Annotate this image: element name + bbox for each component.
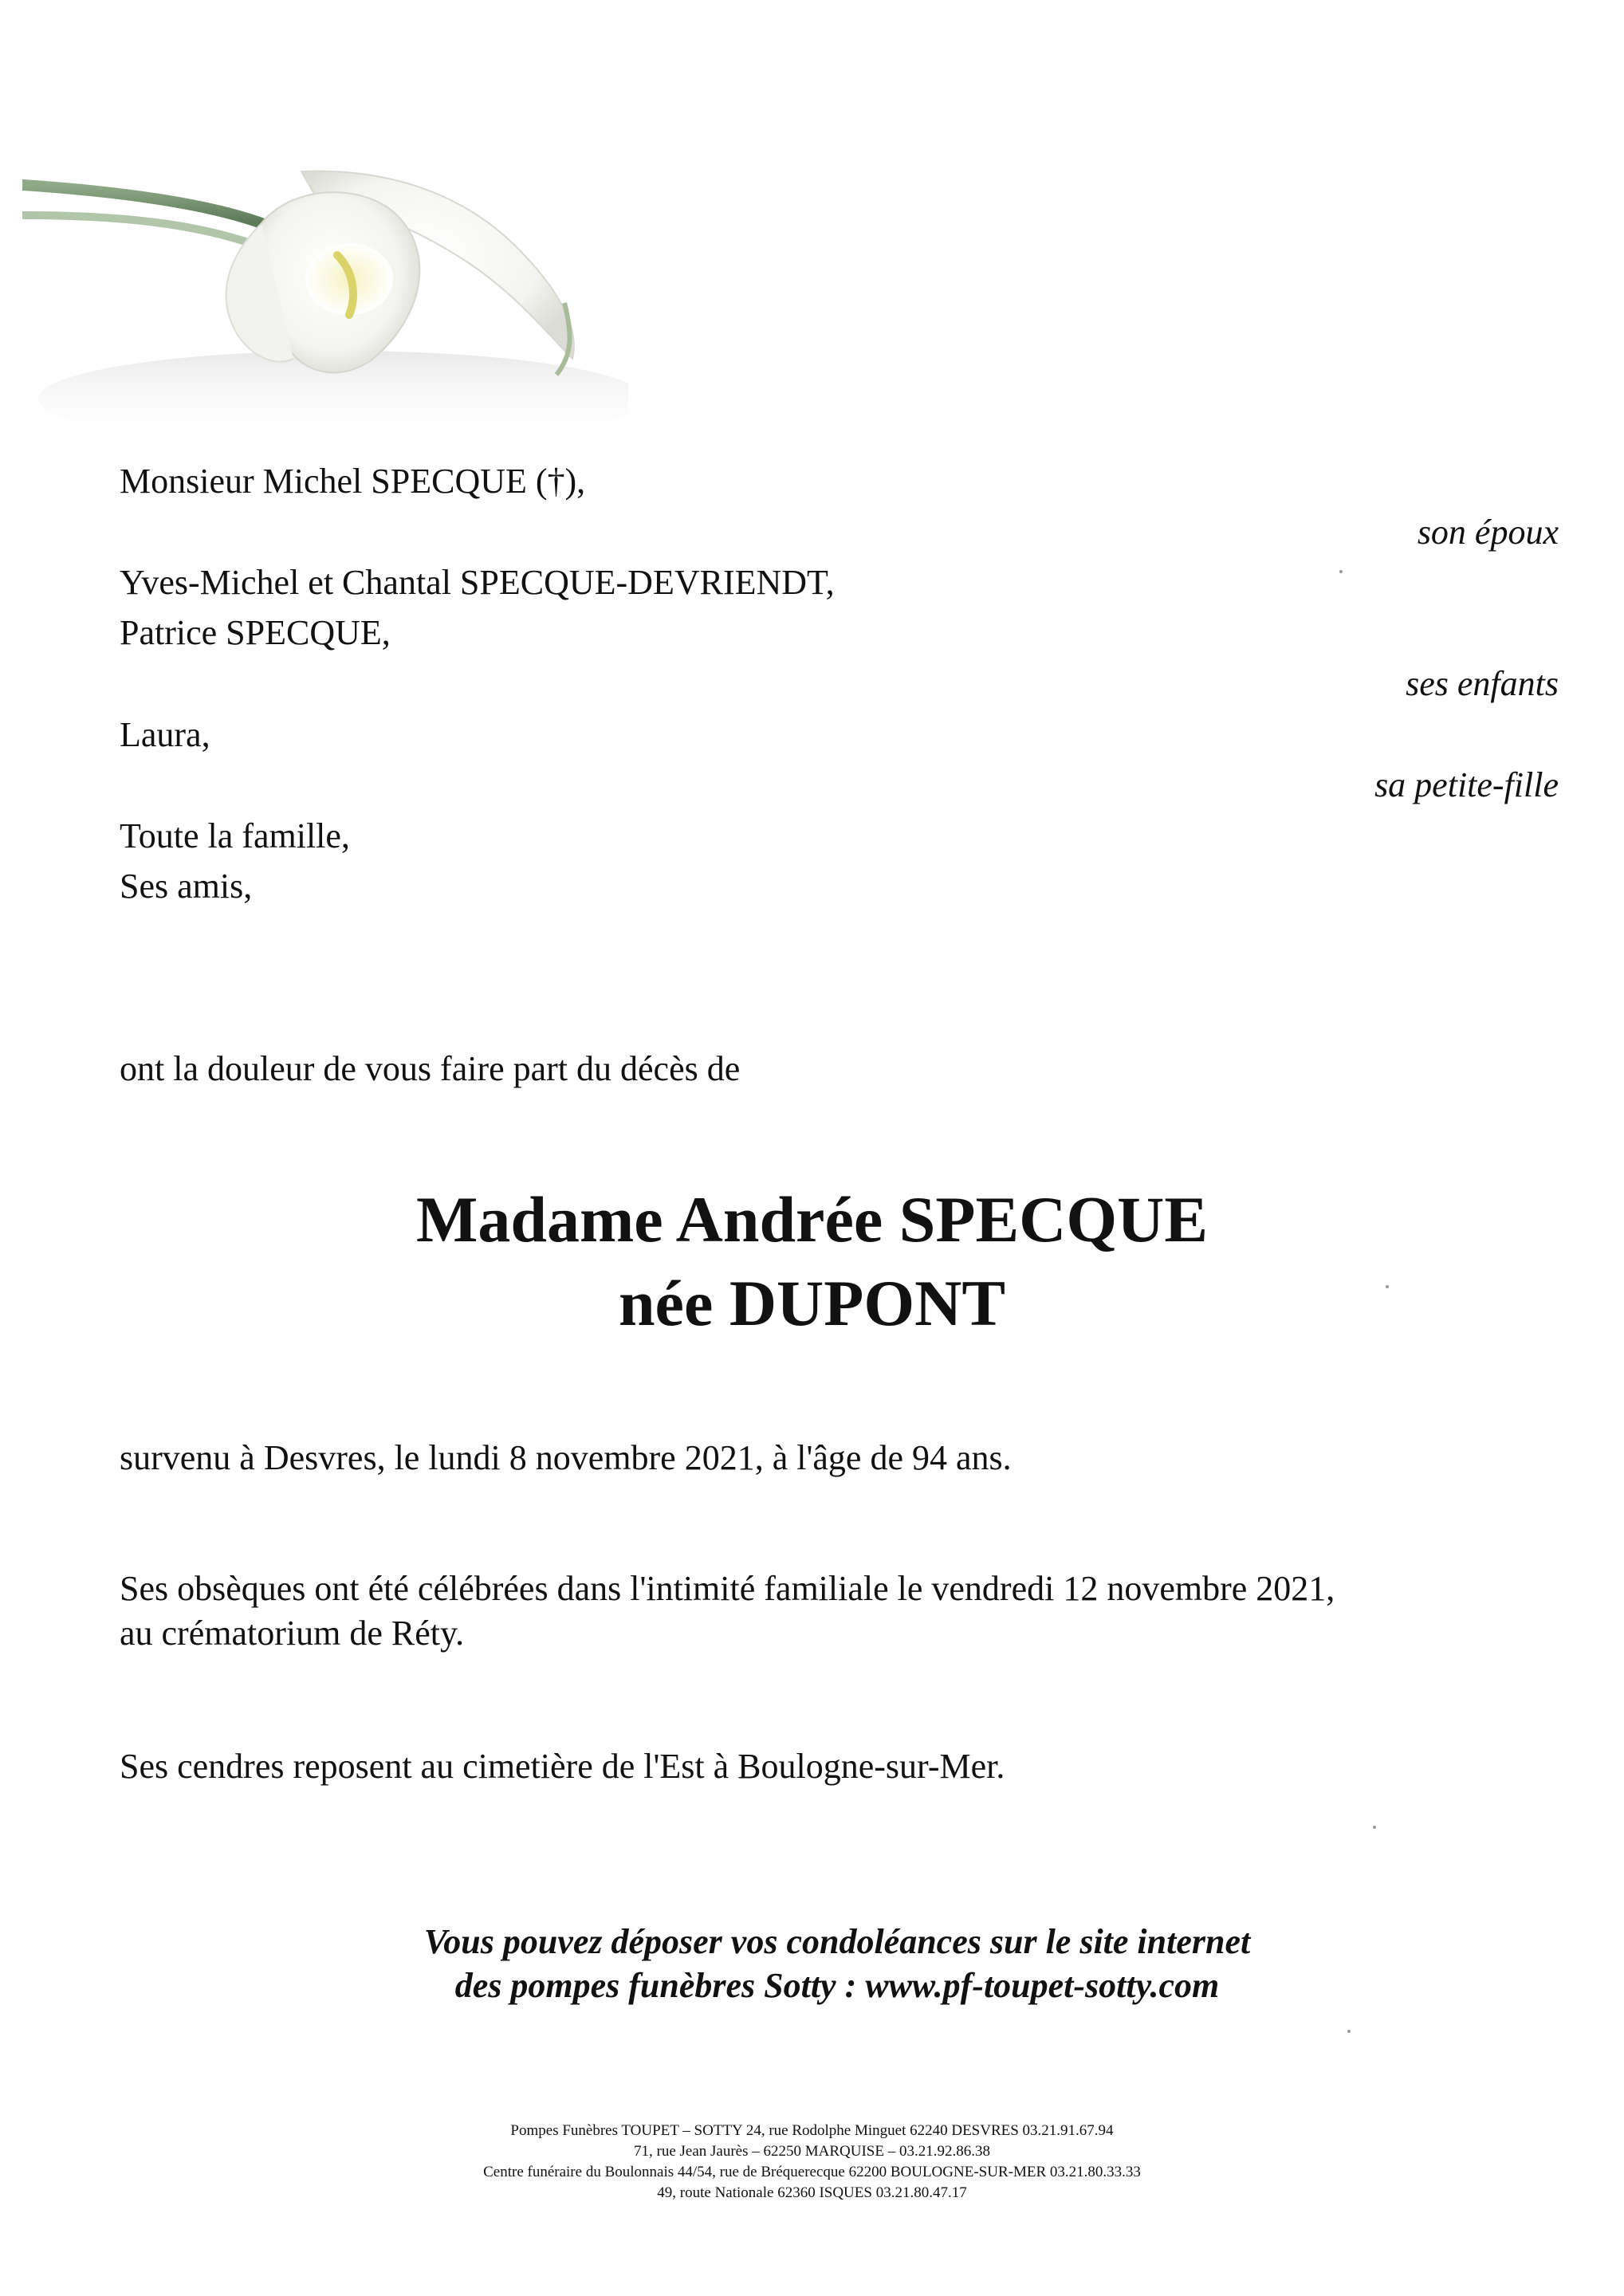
calla-lily-icon — [22, 136, 628, 454]
ashes-location: Ses cendres reposent au cimetière de l'Est à Boulogne-sur-Mer. — [120, 1747, 1005, 1786]
maiden-name: née DUPONT — [618, 1267, 1006, 1339]
announcement-intro: ont la douleur de vous faire part du décès de — [120, 1049, 741, 1088]
footer-line-2: 71, rue Jean Jaurès – 62250 MARQUISE – 03.21.92.86.38 — [634, 2143, 990, 2160]
funeral-line-1: Ses obsèques ont été célébrées dans l'intimité familiale le vendredi 12 novembre 2021, — [120, 1569, 1335, 1608]
footer-line-1: Pompes Funèbres TOUPET – SOTTY 24, rue Rodolphe Minguet 62240 DESVRES 03.21.91.67.94 — [510, 2122, 1114, 2139]
children-line-1: Yves-Michel et Chantal SPECQUE-DEVRIENDT, — [120, 563, 835, 602]
family-line: Toute la famille, — [120, 816, 350, 855]
death-details: survenu à Desvres, le lundi 8 novembre 2021, à l'âge de 94 ans. — [120, 1438, 1012, 1477]
granddaughter-role: sa petite-fille — [1374, 765, 1559, 804]
scan-speck — [1373, 1826, 1376, 1829]
children-role: ses enfants — [1406, 664, 1559, 703]
scan-speck — [1386, 1285, 1389, 1288]
children-line-2: Patrice SPECQUE, — [120, 613, 391, 652]
condolences-line-2: des pompes funèbres Sotty : www.pf-toupet-sotty.com — [454, 1966, 1220, 2005]
footer-line-4: 49, route Nationale 62360 ISQUES 03.21.80.47.17 — [657, 2184, 967, 2201]
condolences-line-1: Vous pouvez déposer vos condoléances sur le site internet — [423, 1922, 1251, 1961]
scan-speck — [1339, 570, 1343, 573]
granddaughter-name: Laura, — [120, 715, 210, 754]
footer-line-3: Centre funéraire du Boulonnais 44/54, rue de Bréquerecque 62200 BOULOGNE-SUR-MER 03.21.80.33.33 — [483, 2164, 1141, 2180]
spouse-role: son époux — [1417, 513, 1559, 552]
scan-speck — [1347, 2030, 1351, 2033]
friends-line: Ses amis, — [120, 867, 253, 906]
funeral-line-2: au crématorium de Réty. — [120, 1614, 465, 1653]
funeral-home-footer — [0, 2121, 1624, 2204]
deceased-name: Madame Andrée SPECQUE — [415, 1183, 1209, 1256]
spouse-name: Monsieur Michel SPECQUE (†), — [120, 462, 586, 501]
